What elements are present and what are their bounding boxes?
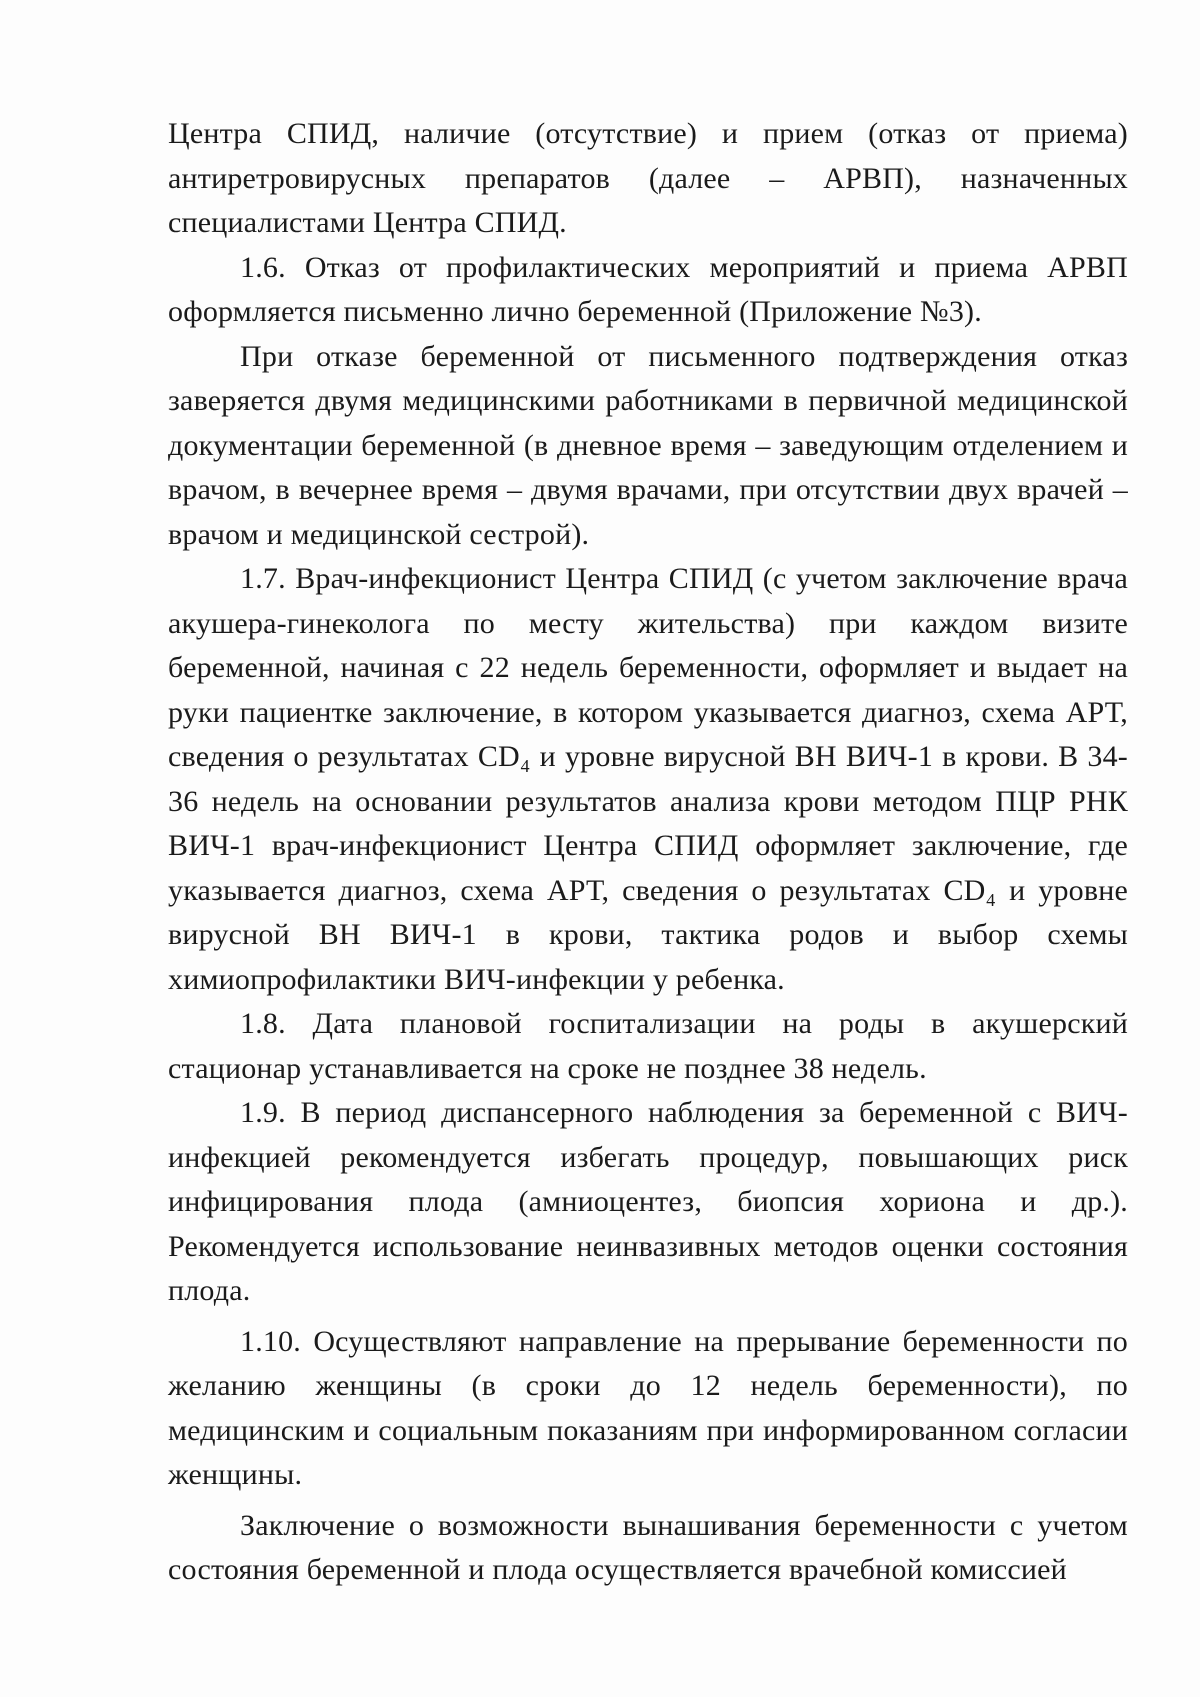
document-body xyxy=(168,112,1128,1593)
paragraph-1-10: 1.10. Осуществляют направление на прерывание беременности по желанию женщины (в сроки до 12 недель беременности), по медицинским и социальным показаниям при информированном согласии женщины. xyxy=(168,1324,1128,1491)
paragraph-continuation: Центра СПИД, наличие (отсутствие) и прием (отказ от приема) антиретровирусных препаратов (далее – АРВП), назначенных специалистами Центра СПИД. xyxy=(168,117,1128,239)
paragraph-1-7: 1.7. Врач-инфекционист Центра СПИД (с учетом заключение врача акушера-гинеколога по месту жительства) при каждом визите беременной, начиная с 22 недель беременности, оформляет и выдает на руки пациентке заключение, в котором указывается диагноз, схема АРТ, сведения о результатах CD₄ и уровне вирусной ВН ВИЧ-1 в крови. В 34-36 недель на основании результатов анализа крови методом ПЦР РНК ВИЧ-1 врач-инфекционист Центра СПИД оформляет заключение, где указывается диагноз, схема АРТ, сведения о результатах CD₄ и уровне вирусной ВН ВИЧ-1 в крови, тактика родов и выбор схемы химиопрофилактики ВИЧ-инфекции у ребенка. xyxy=(168,562,1128,996)
paragraph-conclusion: Заключение о возможности вынашивания беременности с учетом состояния беременной и плода осуществляется врачебной комиссией xyxy=(168,1508,1128,1586)
paragraph-1-6: 1.6. Отказ от профилактических мероприятий и приема АРВП оформляется письменно лично беременной (Приложение №3). xyxy=(168,250,1128,328)
paragraph-refusal: При отказе беременной от письменного подтверждения отказ заверяется двумя медицинскими работниками в первичной медицинской документации беременной (в дневное время – заведующим отделением и врачом, в вечернее время – двумя врачами, при отсутствии двух врачей – врачом и медицинской сестрой). xyxy=(168,339,1128,551)
paragraph-1-8: 1.8. Дата плановой госпитализации на роды в акушерский стационар устанавливается на сроке не позднее 38 недель. xyxy=(168,1007,1128,1085)
paragraph-1-9: 1.9. В период диспансерного наблюдения за беременной с ВИЧ-инфекцией рекомендуется избегать процедур, повышающих риск инфицирования плода (амниоцентез, биопсия хориона и др.). Рекомендуется использование неинвазивных методов оценки состояния плода. xyxy=(168,1096,1128,1307)
